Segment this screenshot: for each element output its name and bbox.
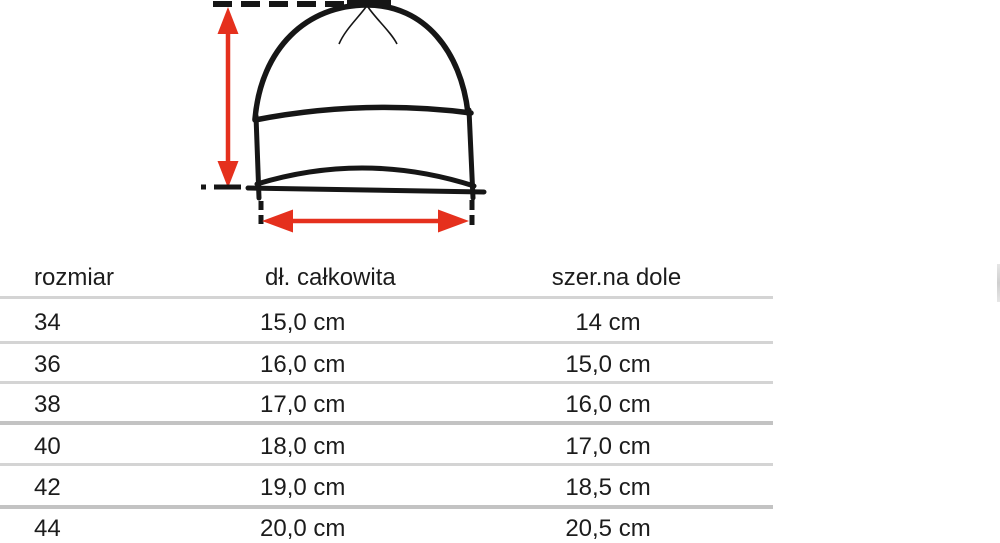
width-arrow-icon [262, 210, 469, 233]
header-cell-total-length: dł. całkowita [265, 263, 396, 291]
cell-total-length: 19,0 cm [260, 474, 346, 501]
cell-size: 44 [34, 514, 61, 542]
cell-bottom-width: 14 cm [575, 308, 641, 336]
cell-bottom-width: 18,5 cm [565, 474, 651, 501]
cell-size: 34 [34, 308, 61, 336]
hat-outline [248, 5, 484, 198]
crown-gather-lines [339, 7, 397, 44]
cell-total-length: 18,0 cm [260, 432, 346, 460]
header-cell-bottom-width: szer.na dole [551, 263, 682, 291]
cell-total-length: 20,0 cm [260, 514, 346, 542]
header-cell-size: rozmiar [34, 263, 115, 291]
cell-size: 42 [34, 474, 61, 501]
cell-size: 36 [34, 351, 61, 378]
hat-drawing [195, 0, 495, 240]
table-row [0, 344, 773, 384]
cell-size: 40 [34, 432, 61, 460]
cell-total-length: 16,0 cm [260, 351, 346, 378]
table-row [0, 299, 773, 344]
cell-bottom-width: 15,0 cm [565, 351, 651, 378]
hat-measurement-diagram [195, 0, 495, 240]
size-table [0, 255, 773, 543]
cell-size: 38 [34, 391, 61, 418]
table-row [0, 384, 773, 425]
cell-bottom-width: 20,5 cm [565, 514, 651, 542]
table-header-row [0, 255, 773, 299]
table-row [0, 466, 773, 509]
cell-bottom-width: 16,0 cm [565, 391, 651, 418]
table-row [0, 509, 773, 543]
height-arrow-icon [218, 7, 239, 188]
cell-bottom-width: 17,0 cm [565, 432, 651, 460]
cell-total-length: 17,0 cm [260, 391, 346, 418]
table-row [0, 425, 773, 466]
cell-total-length: 15,0 cm [260, 308, 346, 336]
